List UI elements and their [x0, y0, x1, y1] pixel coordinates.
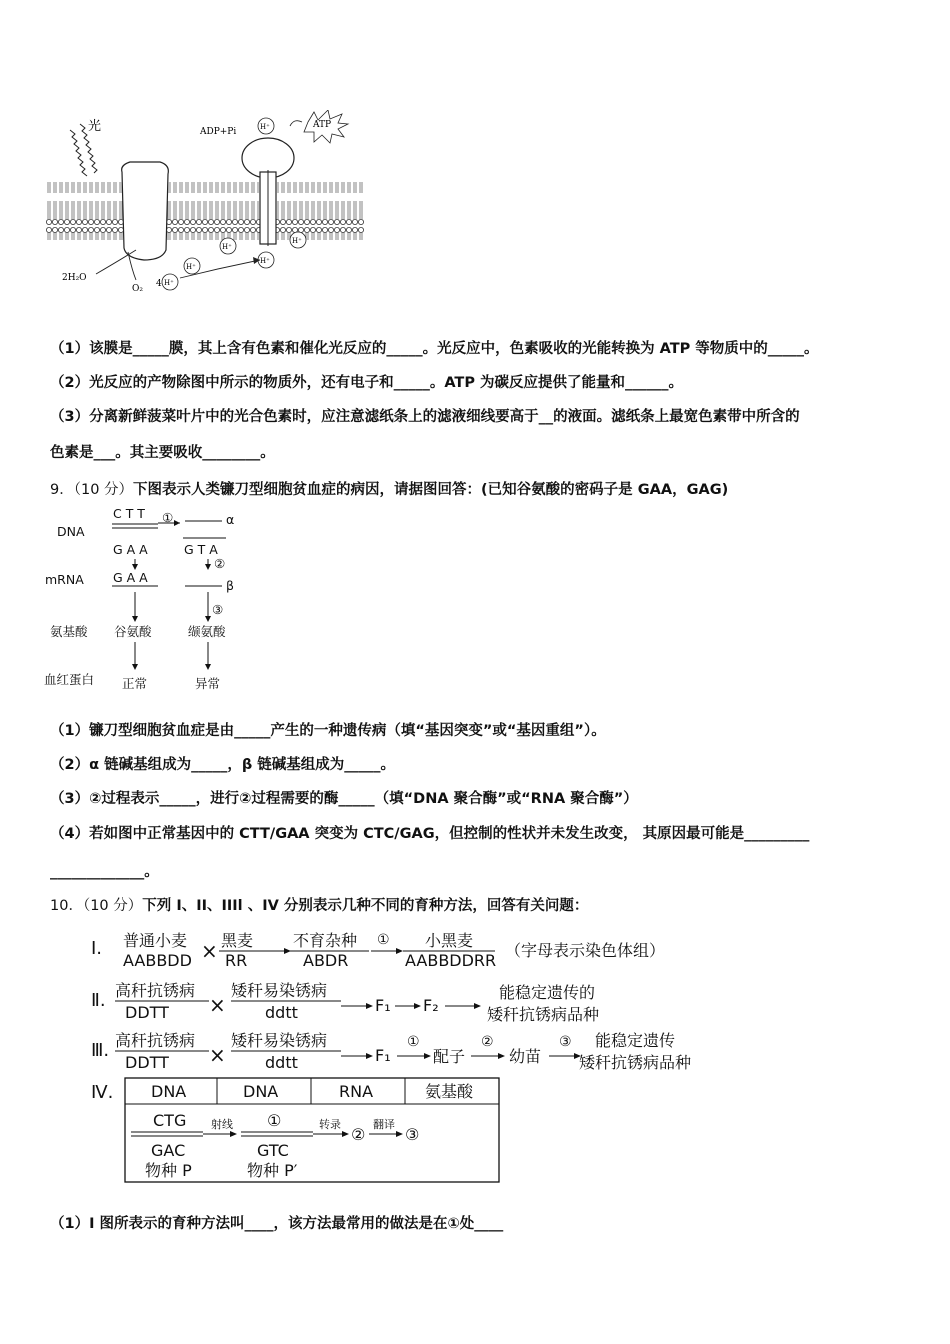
photosystem-protein — [122, 162, 169, 260]
r3-parent-a-genotype: DDTT — [125, 1053, 169, 1072]
r1-hybrid: 不育杂种 — [293, 931, 358, 950]
r2-f1: F₁ — [375, 996, 391, 1015]
h-ion-label: H⁺ — [260, 123, 270, 131]
row-4-label: Ⅳ. — [91, 1082, 114, 1103]
r1-parent-b-genome: RR — [225, 951, 248, 970]
r4-header-dna-1: DNA — [151, 1082, 187, 1101]
row-label-hemoglobin: 血红蛋白 — [44, 672, 95, 687]
q8-part3a: （3）分离新鲜菠菜叶片中的光合色素时，应注意滤纸条上的滤液细线要高于__的液面。滤纸条上最宽色素带中所含的 — [50, 409, 800, 425]
q10-stem: 下列 I、II、IIIl 、IV 分别表示几种不同的育种方法，回答有关问题： — [142, 898, 589, 914]
r1-parent-a-genome: AABBDD — [123, 951, 192, 970]
dna-bottom-strand: G A A — [113, 542, 148, 557]
cross-symbol: × — [209, 1043, 226, 1067]
r1-hybrid-genome: ABDR — [303, 951, 349, 970]
lipid-bilayer — [46, 182, 364, 240]
light-label: 光 — [88, 119, 102, 134]
step-1-label: ① — [162, 510, 174, 525]
atp-label: ATP — [313, 120, 332, 130]
r4-step-3: ③ — [405, 1125, 420, 1144]
r3-step-2: ② — [481, 1034, 494, 1050]
q10-part1: （1）I 图所表示的育种方法叫____，该方法最常用的做法是在①处____ — [50, 1216, 504, 1232]
r1-parent-b: 黑麦 — [221, 931, 254, 950]
r4-species-p-prime: 物种 P′ — [247, 1161, 298, 1180]
r3-parent-b: 矮秆易染锈病 — [231, 1031, 328, 1050]
r3-step-3: ③ — [559, 1034, 572, 1050]
r4-header-amino-acid: 氨基酸 — [425, 1082, 474, 1101]
mutant-dna-strand: G T A — [184, 542, 218, 557]
r3-result-line1: 能稳定遗传 — [595, 1031, 676, 1050]
q9-part4b: _____________。 — [50, 864, 159, 880]
q10-score: （10 分） — [82, 898, 143, 914]
r2-parent-a: 高秆抗锈病 — [115, 981, 196, 1000]
r3-parent-b-genotype: ddtt — [265, 1053, 298, 1072]
water-label: 2H₂O — [62, 273, 87, 283]
q9-part2: （2）α 链碱基组成为_____，β 链碱基组成为_____。 — [50, 757, 396, 773]
h-ion-label: H⁺ — [292, 237, 302, 245]
hemoglobin-mutant: 异常 — [195, 676, 221, 691]
r3-step-1: ① — [407, 1034, 420, 1050]
r1-note: （字母表示染色体组） — [505, 941, 666, 960]
beta-label: β — [226, 578, 234, 593]
row-2-label: Ⅱ. — [91, 990, 106, 1011]
r4-header-rna: RNA — [339, 1082, 374, 1101]
mrna-normal: G A A — [113, 570, 148, 585]
q9-score: （10 分） — [73, 482, 134, 498]
r4-ctg: CTG — [153, 1111, 187, 1130]
h-ion-label: H⁺ — [260, 257, 270, 265]
r2-parent-b-genotype: ddtt — [265, 1003, 298, 1022]
q9-part4a: （4）若如图中正常基因中的 CTT/GAA 突变为 CTC/GAG，但控制的性状并未发生改变， 其原因最可能是_________ — [50, 826, 810, 842]
r4-species-p: 物种 P — [145, 1161, 192, 1180]
r1-triticale-genome: AABBDDRR — [405, 951, 497, 970]
r4-transcription: 转录 — [319, 1118, 341, 1131]
r2-f2: F₂ — [423, 996, 439, 1015]
h-ion-label: H⁺ — [164, 279, 174, 287]
row-1-label: Ⅰ. — [91, 938, 103, 959]
q9-header — [50, 478, 728, 499]
membrane-figure — [40, 110, 370, 300]
q9-part3: （3）②过程表示_____，进行②过程需要的酶_____（填“DNA 聚合酶”或“RNA 聚合酶”） — [50, 791, 638, 807]
r4-radiation: 射线 — [211, 1118, 233, 1131]
r4-gac: GAC — [151, 1141, 186, 1160]
r3-f1: F₁ — [375, 1046, 391, 1065]
q8-part3b: 色素是___。其主要吸收________。 — [50, 445, 275, 461]
q8-part1: （1）该膜是_____膜，其上含有色素和催化光反应的_____。光反应中，色素吸收的光能转换为 ATP 等物质中的_____。 — [50, 341, 819, 357]
dna-top-strand: C T T — [113, 506, 145, 521]
r4-header-dna-2: DNA — [243, 1082, 279, 1101]
r4-gtc: GTC — [257, 1141, 289, 1160]
q10-header — [50, 894, 588, 915]
r4-step-2: ② — [351, 1125, 366, 1144]
r4-translation: 翻译 — [373, 1118, 395, 1131]
q9-stem: 下图表示人类镰刀型细胞贫血症的病因，请据图回答： — [133, 482, 482, 498]
step-3-label: ③ — [212, 602, 224, 617]
r2-parent-a-genotype: DDTT — [125, 1003, 169, 1022]
breeding-figure — [85, 922, 725, 1184]
r2-result-line2: 矮秆抗锈病品种 — [487, 1005, 600, 1024]
row-3-label: Ⅲ. — [91, 1040, 110, 1061]
row-label-dna: DNA — [57, 524, 85, 539]
r2-parent-b: 矮秆易染锈病 — [231, 981, 328, 1000]
alpha-label: α — [226, 512, 235, 527]
hemoglobin-normal: 正常 — [122, 676, 148, 691]
q8-part2: （2）光反应的产物除图中所示的物质外，还有电子和_____。ATP 为碳反应提供了能量和______。 — [50, 375, 683, 391]
step-2-label: ② — [214, 556, 226, 571]
h-ion-label: H⁺ — [186, 263, 196, 271]
row-label-mrna: mRNA — [45, 572, 84, 587]
r2-result-line1: 能稳定遗传的 — [499, 983, 596, 1002]
r1-step-1: ① — [377, 932, 390, 948]
r1-triticale: 小黑麦 — [425, 931, 474, 950]
r3-result-line2: 矮秆抗锈病品种 — [579, 1053, 692, 1072]
r3-seedling: 幼苗 — [509, 1047, 542, 1066]
four-label: 4 — [156, 279, 162, 289]
adp-label: ADP+Pi — [200, 127, 237, 137]
r1-parent-a: 普通小麦 — [123, 931, 188, 950]
cross-symbol: × — [201, 939, 218, 963]
q9-stem-note: (已知谷氨酸的密码子是 GAA，GAG) — [481, 482, 729, 498]
row-label-amino-acid: 氨基酸 — [50, 624, 88, 639]
q9-part1: （1）镰刀型细胞贫血症是由_____产生的一种遗传病（填“基因突变”或“基因重组”）。 — [50, 723, 606, 739]
q10-number: 10． — [50, 898, 83, 914]
amino-acid-normal: 谷氨酸 — [114, 624, 152, 639]
cross-symbol: × — [209, 993, 226, 1017]
amino-acid-mutant: 缬氨酸 — [188, 624, 226, 639]
sickle-cell-figure — [40, 502, 260, 697]
o2-label: O₂ — [132, 284, 143, 294]
r3-gamete: 配子 — [433, 1047, 466, 1066]
q9-number: 9． — [50, 482, 74, 498]
r4-step-1: ① — [267, 1111, 282, 1130]
r3-parent-a: 高秆抗锈病 — [115, 1031, 196, 1050]
h-ion-label: H⁺ — [222, 243, 232, 251]
